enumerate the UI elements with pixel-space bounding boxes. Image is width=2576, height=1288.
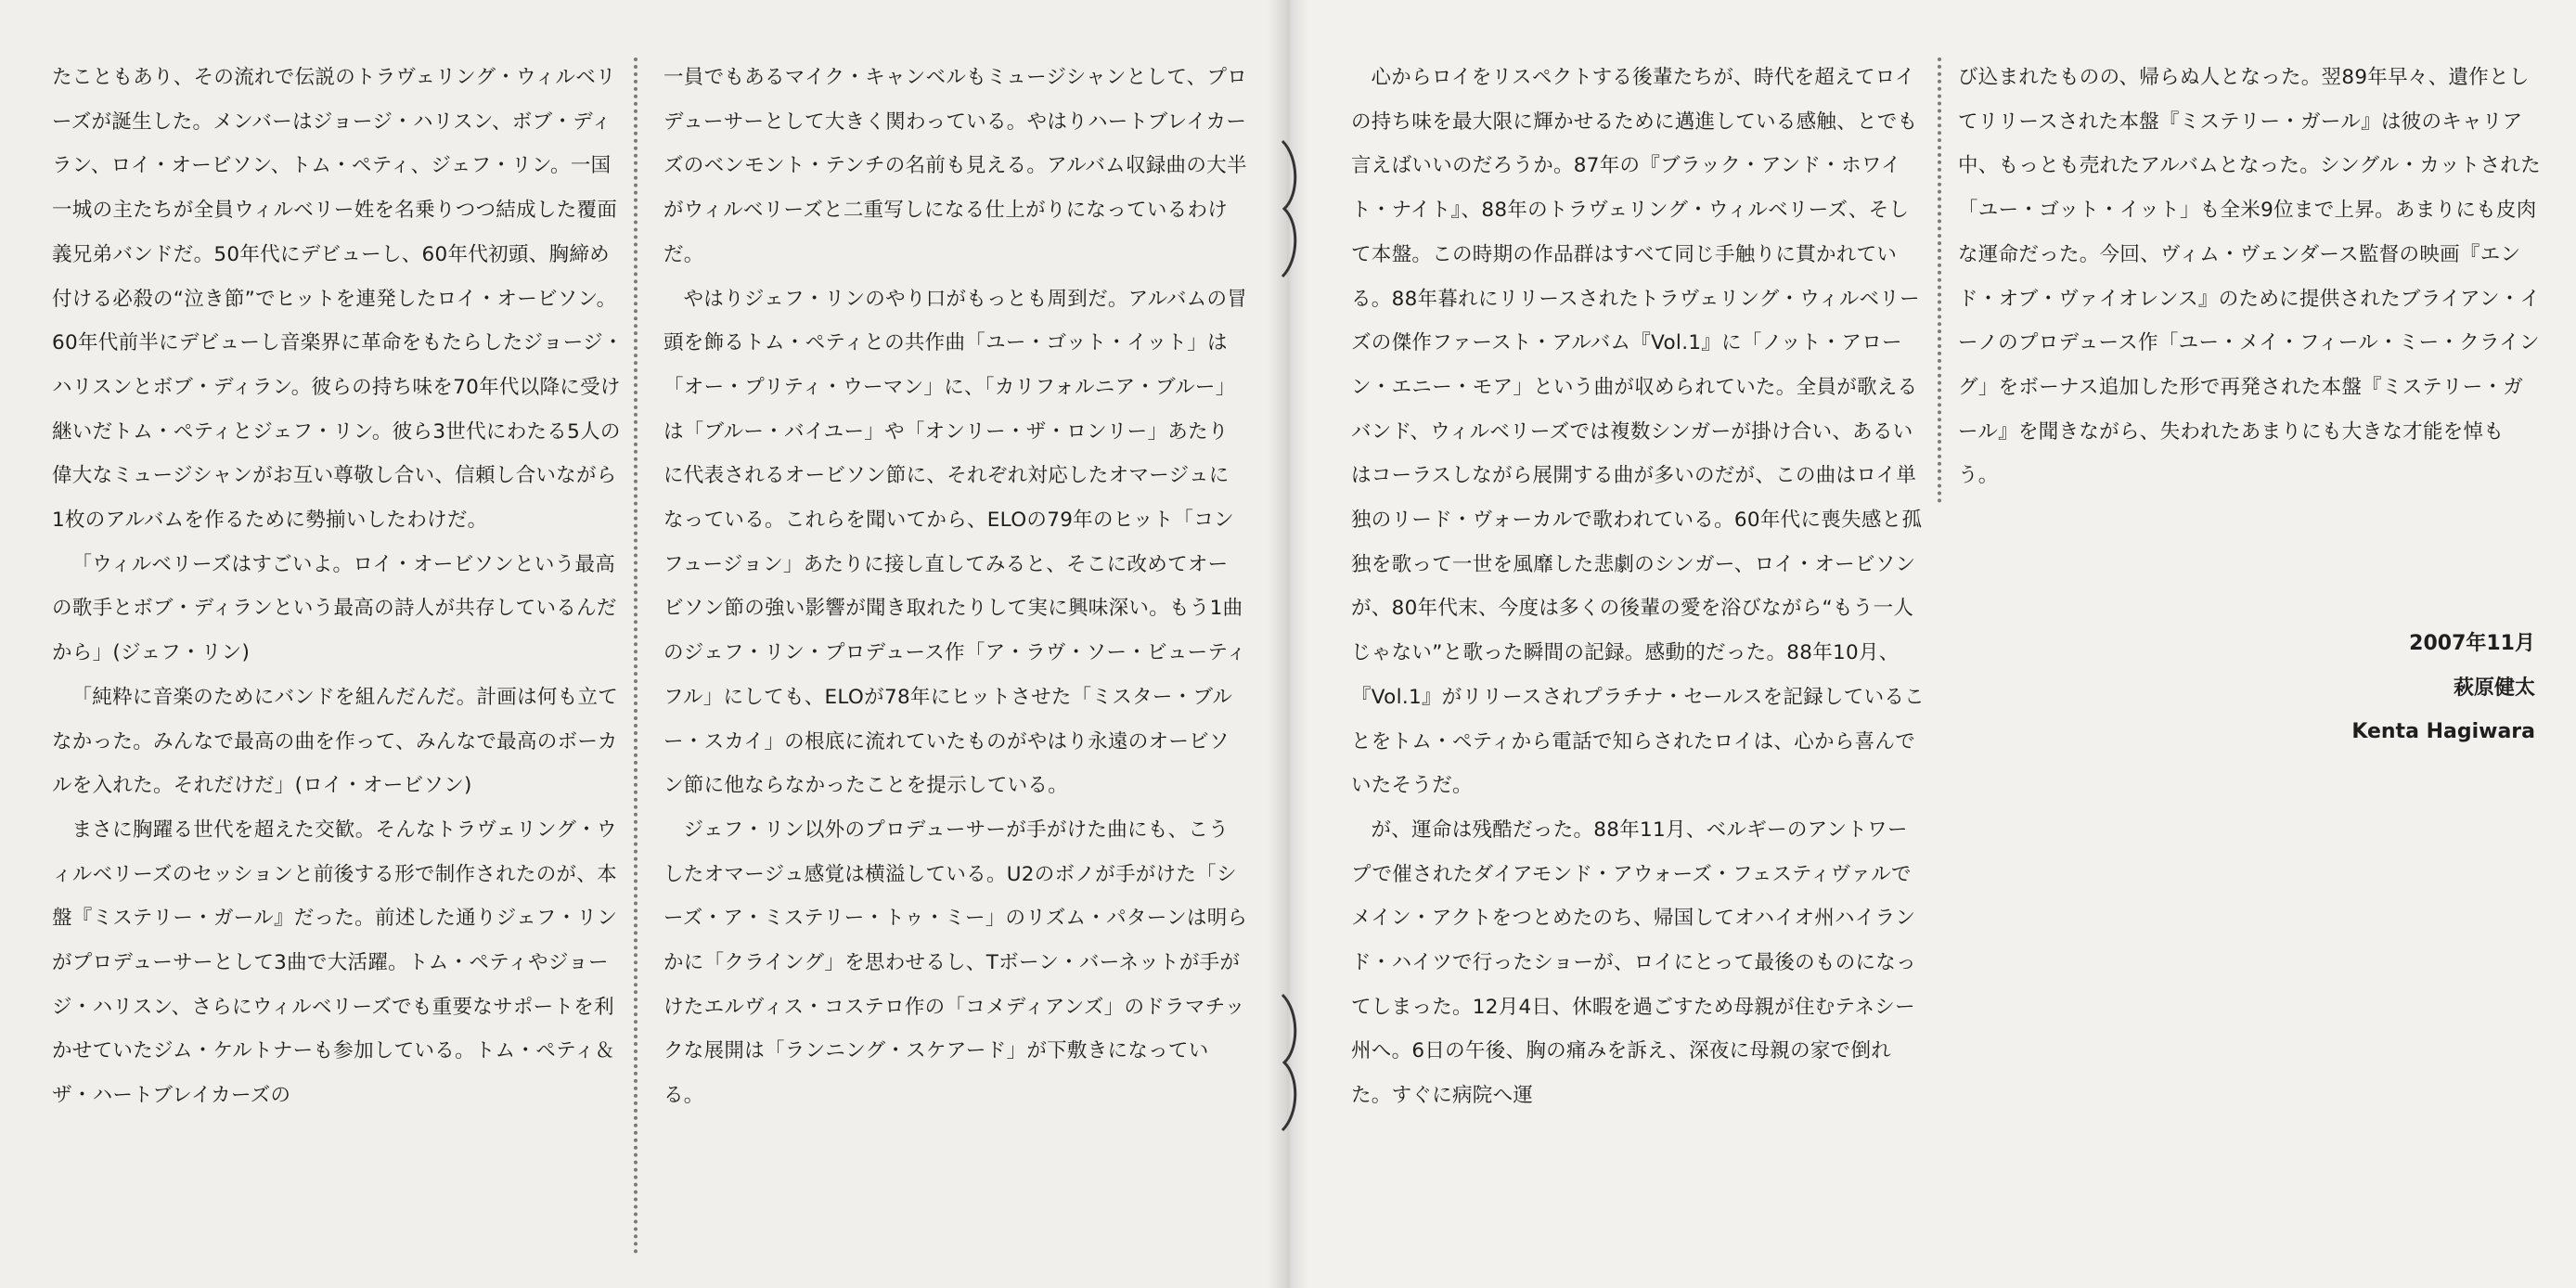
paragraph: 一員でもあるマイク・キャンベルもミュージシャンとして、プロデューサーとして大きく関わっている。やはりハートブレイカーズのベンモント・テンチの名前も見える。アルバム収録曲の大半がウィルベリーズと二重写しになる仕上がりになっているわけだ。 [663,66,1248,266]
paragraph: が、運命は残酷だった。88年11月、ベルギーのアントワープで催されたダイアモンド・アウォーズ・フェスティヴァルでメイン・アクトをつとめたのち、帰国してオハイオ州ハイランド・ハイツで行ったショーが、ロイにとって最後のものになってしまった。12月4日、休暇を過ごすため母親が住むテネシー州へ。6日の午後、胸の痛みを訴え、深夜に母親の家で倒れた。すぐに病院へ運 [1351,818,1916,1108]
column-divider [1938,58,1941,503]
paragraph: 「純粋に音楽のためにバンドを組んだんだ。計画は何も立てなかった。みんなで最高の曲を作って、みんなで最高のボーカルを入れた。それだけだ」(ロイ・オービソン) [52,685,619,798]
signature-date: 2007年11月 [2409,632,2535,655]
paragraph: まさに胸躍る世代を超えた交歓。そんなトラヴェリング・ウィルベリーズのセッションと前後する形で制作されたのが、本盤『ミステリー・ガール』だった。前述した通りジェフ・リンがプロデューサーとして3曲で大活躍。トム・ペティやジョージ・ハリスン、さらにウィルベリーズでも重要なサポートを利かせていたジム・ケルトナーも参加している。トム・ペティ＆ザ・ハートブレイカーズの [52,818,618,1108]
paragraph: 心からロイをリスペクトする後輩たちが、時代を超えてロイの持ち味を最大限に輝かせるために邁進している感触、とでも言えばいいのだろうか。87年の『ブラック・アンド・ホワイト・ナイト』、88年のトラヴェリング・ウィルベリーズ、そして本盤。この時期の作品群はすべて同じ手触りに貫かれている。88年暮れにリリースされたトラヴェリング・ウィルベリーズの傑作ファースト・アルバム『Vol.1』に「ノット・アローン・エニー・モア」という曲が収められていた。全員が歌えるバンド、ウィルベリーズでは複数シンガーが掛け合い、あるいはコーラスしながら展開する曲が多いのだが、この曲はロイ単独のリード・ヴォーカルで歌われている。60年代に喪失感と孤独を歌って一世を風靡した悲劇のシンガー、ロイ・オービソンが、80年代末、今度は多くの後輩の愛を浴びながら“もう一人じゃない”と歌った瞬間の記録。感動的だった。88年10月、『Vol.1』がリリースされプラチナ・セールスを記録していることをトム・ペティから電話で知らされたロイは、心から喜んでいたそうだ。 [1351,66,1925,798]
staple-top [1275,139,1301,278]
signature-block [2351,622,2535,754]
paragraph: ジェフ・リン以外のプロデューサーが手がけた曲にも、こうしたオマージュ感覚は横溢している。U2のボノが手がけた「シーズ・ア・ミステリー・トゥ・ミー」のリズム・パターンは明らかに「クライング」を思わせるし、Tボーン・バーネットが手がけたエルヴィス・コステロ作の「コメディアンズ」のドラマチックな展開は「ランニング・スケアード」が下敷きになっている。 [663,818,1248,1108]
paragraph: たこともあり、その流れで伝説のトラヴェリング・ウィルベリーズが誕生した。メンバーはジョージ・ハリスン、ボブ・ディラン、ロイ・オービソン、トム・ペティ、ジェフ・リン。一国一城の主たちが全員ウィルベリー姓を名乗りつつ結成した覆面義兄弟バンドだ。50年代にデビューし、60年代初頭、胸締め付ける必殺の“泣き節”でヒットを連発したロイ・オービソン。60年代前半にデビューし音楽界に革命をもたらしたジョージ・ハリスンとボブ・ディラン。彼らの持ち味を70年代以降に受け継いだトム・ペティとジェフ・リン。彼ら3世代にわたる5人の偉大なミュージシャンがお互い尊敬し合い、信頼し合いながら1枚のアルバムを作るために勢揃いしたわけだ。 [52,66,624,533]
left-page-column-2 [663,56,1248,1118]
paragraph: び込まれたものの、帰らぬ人となった。翌89年早々、遺作としてリリースされた本盤『ミステリー・ガール』は彼のキャリア中、もっとも売れたアルバムとなった。シングル・カットされた「ユー・ゴット・イット」も全米9位まで上昇。あまりにも皮肉な運命だった。今回、ヴィム・ヴェンダース監督の映画『エンド・オブ・ヴァイオレンス』のために提供されたブライアン・イーノのプロデュース作「ユー・メイ・フィール・ミー・クライング」をボーナス追加した形で再発された本盤『ミステリー・ガール』を聞きながら、失われたあまりにも大きな才能を悼もう。 [1958,66,2542,488]
column-divider [634,58,638,1255]
staple-bottom [1275,993,1301,1132]
left-page-column-1 [52,56,627,1118]
right-page-column-1 [1351,56,1926,1118]
signature-name-ja: 萩原健太 [2453,676,2535,700]
right-page-column-2 [1958,56,2543,498]
paragraph: やはりジェフ・リンのやり口がもっとも周到だ。アルバムの冒頭を飾るトム・ペティとの共作曲「ユー・ゴット・イット」は「オー・プリティ・ウーマン」に、「カリフォルニア・ブルー」は「ブルー・バイユー」や「オンリー・ザ・ロンリー」あたりに代表されるオービソン節に、それぞれ対応したオマージュになっている。これらを聞いてから、ELOの79年のヒット「コンフュージョン」あたりに接し直してみると、そこに改めてオービソン節の強い影響が聞き取れたりして実に興味深い。もう1曲のジェフ・リン・プロデュース作「ア・ラヴ・ソー・ビューティフル」にしても、ELOが78年にヒットさせた「ミスター・ブルー・スカイ」の根底に流れていたものがやはり永遠のオービソン節に他ならなかったことを提示している。 [663,287,1248,798]
paragraph: 「ウィルベリーズはすごいよ。ロイ・オービソンという最高の歌手とボブ・ディランという最高の詩人が共存しているんだから」(ジェフ・リン) [52,552,617,665]
signature-name-en: Kenta Hagiwara [2351,720,2535,744]
